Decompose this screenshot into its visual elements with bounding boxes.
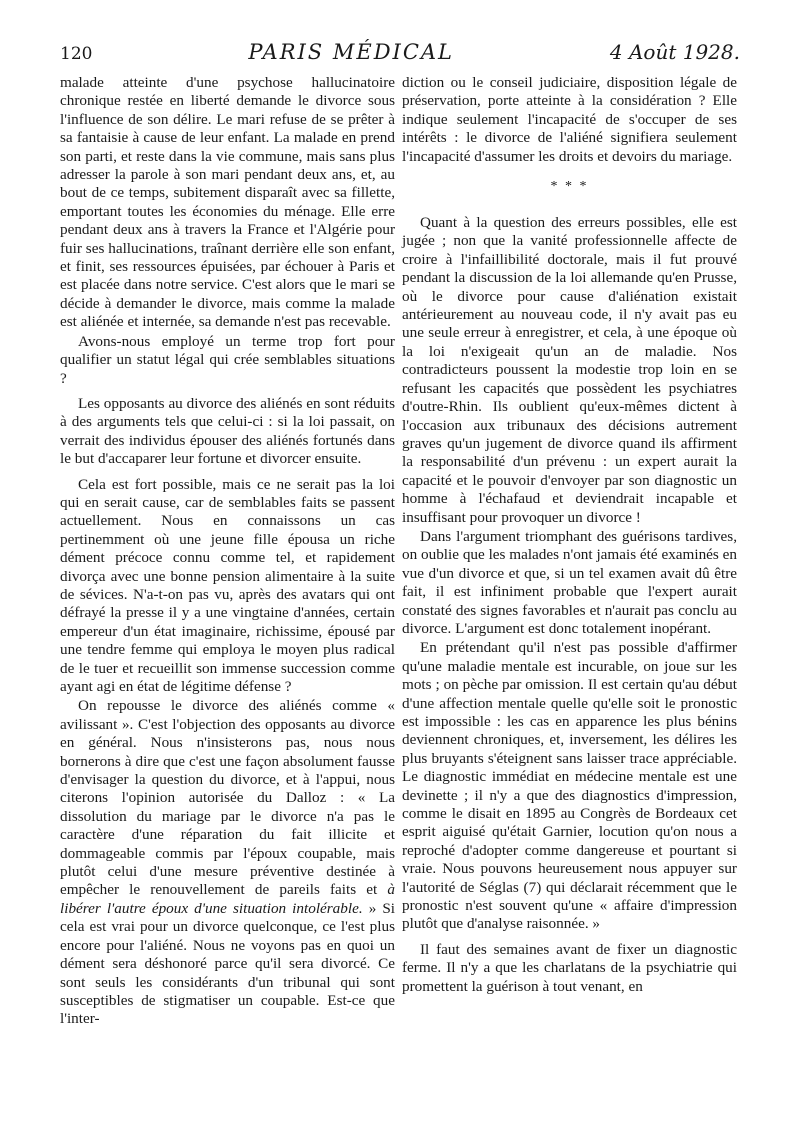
journal-title: PARIS MÉDICAL	[248, 40, 455, 64]
paragraph: Il faut des semaines avant de fixer un diagnostic ferme. Il n'y a que les charlatans de la psychiatrie qui promettent la guérison à tout venant, en	[402, 940, 737, 995]
italic-quote: à libérer l'autre époux d'une situation intolérable.	[60, 881, 395, 917]
issue-date: 4 Août 1928.	[609, 40, 740, 64]
paragraph: Les opposants au divorce des aliénés en sont réduits à des arguments tels que celui-ci : si la loi passait, on verrait des individus épouser des aliénés fortunés dans le but d'accaparer leur fortune et divorcer ensuite.	[60, 394, 395, 468]
right-column	[402, 74, 737, 996]
paragraph: malade atteinte d'une psychose hallucinatoire chronique restée en liberté demande le divorce sous l'influence de son délire. Le mari refuse de se prêter à sa fantaisie à cause de leur enfant. La malade en prend son parti, et reste dans la vie commune, mais sans plus adresser la parole à son mari pendant deux ans, et, au bout de ce temps, subitement disparaît avec sa fillette, emportant toutes les économies du ménage. Elle erre pendant deux ans à travers la France et l'Algérie pour fuir ses hallucinations, traînant derrière elle son enfant, et finit, ses ressources épuisées, par échouer à Paris et est placée dans notre service. C'est alors que le mari se décide à demander le divorce, mais comme la malade est aliénée et internée, sa demande n'est pas recevable.	[60, 74, 395, 331]
paragraph: Cela est fort possible, mais ce ne serait pas la loi qui en serait cause, car de semblables faits se passent actuellement. Nous en connaissons un cas pertinemment où une jeune fille épousa un riche dément précoce connu comme tel, et rapidement divorça avec une bonne pension alimentaire à la suite de sévices. N'a-t-on pas vu, après des avatars qui ont défrayé la presse il y a une vingtaine d'années, certain empereur d'un état imaginaire, richissime, épousé par une tendre femme qui employa le moyen plus radical de le tuer et recueillit son immense succession comme ayant agi en état de légitime défense ?	[60, 475, 395, 695]
page-header	[60, 40, 740, 72]
paragraph: Dans l'argument triomphant des guérisons tardives, on oublie que les malades n'ont jamais été examinés en vue d'un divorce et que, si un tel examen avait dû être fait, il est infiniment probable que l'expert aurait constaté des signes favorables et n'aurait pas conclu au divorce. L'argument est donc totalement inopérant.	[402, 527, 737, 637]
paragraph: diction ou le conseil judiciaire, disposition légale de préservation, porte atteinte à la considération ? Elle indique seulement l'incapacité de s'occuper de ses intérêts : le divorce de l'aliéné signifiera seulement l'incapacité d'assumer les droits et devoirs du mariage.	[402, 74, 737, 165]
paragraph: En prétendant qu'il n'est pas possible d'affirmer qu'une maladie mentale est incurable, on joue sur les mots ; on pèche par omission. Il est certain qu'au début d'une affection mentale quelle qu'elle soit le pronostic est impossible : les cas en apparence les plus bénins deviennent chroniques, et, inversement, les délires les plus bruyants s'éteignent sans laisser trace appréciable. Le diagnostic immédiat en médecine mentale est une devinette ; il n'y a que des diagnostics d'impression, comme le disait en 1895 au Congrès de Bordeaux cet esprit aiguisé qu'était Garnier, locution qu'on nous a reproché d'adopter comme dangereuse et pourtant si vraie. Nous pouvons heureusement nous appuyer sur l'autorité de Séglas (7) qui déclarait récemment que le pronostic n'est souvent qu'une « affaire d'impression plutôt que d'analyse raisonnée. »	[402, 639, 737, 933]
paragraph	[60, 697, 395, 1028]
left-column	[60, 74, 395, 1029]
paragraph: Avons-nous employé un terme trop fort pour qualifier un statut légal qui crée semblables situations ?	[60, 332, 395, 387]
paragraph: Quant à la question des erreurs possibles, elle est jugée ; non que la vanité professionnelle affecte de croire à l'infaillibilité doctorale, mais il fut prouvé pendant la discussion de la loi allemande qu'en Prusse, où le divorce pour cause d'aliénation existait antérieurement au nouveau code, il n'y avait pas eu une seule erreur à enregistrer, et cela, à une époque où la loi n'exigeait qu'un an de maladie. Nos contradicteurs poussent la modestie trop loin en se refusant les capacités que possèdent les psychiatres d'outre-Rhin. Ils oublient qu'eux-mêmes dictent à l'occasion aux tribunaux des décisions autrement graves qu'un jugement de divorce quand ils affirment la responsabilité d'un prévenu : un expert aurait la capacité et le pouvoir d'envoyer par son diagnostic un homme à l'échafaud et deviendrait incapable et insuffisant pour provoquer un divorce !	[402, 214, 737, 526]
section-separator: * * *	[550, 179, 589, 195]
paragraph-text: » Si cela est vrai pour un divorce quelconque, ce l'est plus encore pour l'aliéné. Nous ne voyons pas en quoi un dément sera déshonoré parce qu'il sera divorcé. Ce sont seuls les considérants d'un tribunal qui sont susceptibles de stigmatiser un coupable. Est-ce que l'inter-	[60, 899, 396, 1028]
paragraph-text: On repousse le divorce des aliénés comme « avilissant ». C'est l'objection des opposants au divorce en général. Nous n'insisterons pas, nous nous bornerons à dire que c'est une façon absolument fausse d'envisager la question du divorce, et à l'appui, nous citerons l'opinion autorisée du Dalloz : « La dissolution du mariage par le divorce n'a pas le caractère d'une réparation du fait illicite et dommageable commis par l'époux coupable, mais plutôt celui d'une mesure préventive destinée à empêcher le renouvellement de pareils faits et	[60, 697, 395, 899]
page-number: 120	[60, 44, 93, 64]
